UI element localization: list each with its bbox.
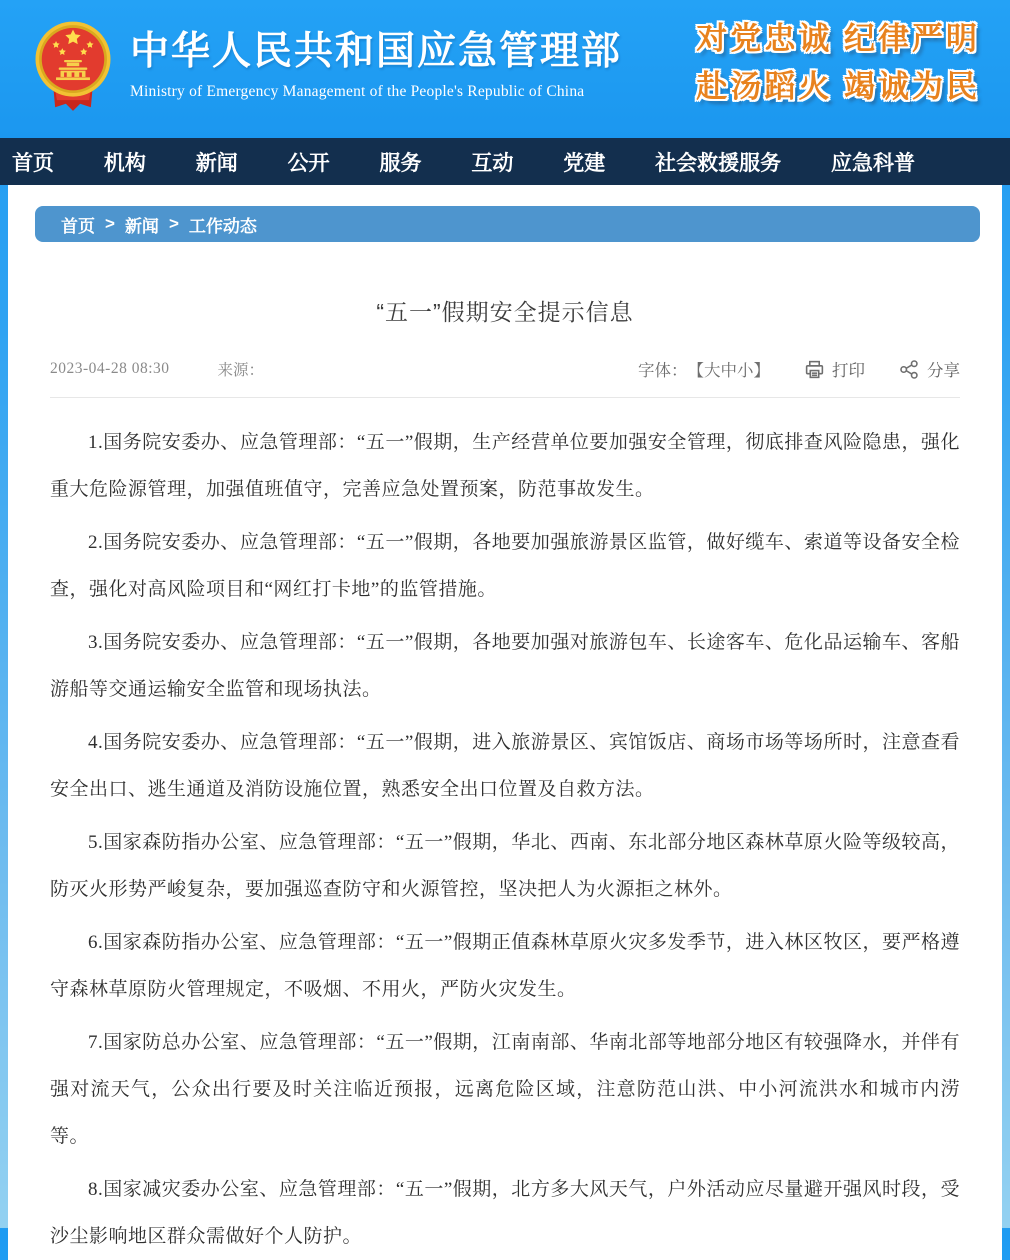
article bbox=[8, 294, 1002, 1260]
publish-datetime: 2023-04-28 08:30 bbox=[50, 360, 170, 377]
site-header bbox=[0, 0, 1010, 138]
header-slogan bbox=[696, 15, 980, 111]
source-label: 来源： bbox=[217, 362, 265, 379]
font-size-label: 字体： bbox=[638, 362, 688, 380]
article-paragraph-8: 8.国家减灾委办公室、应急管理部：“五一”假期，北方多大风天气，户外活动应尽量避开强风时段，受沙尘影响地区群众需做好个人防护。 bbox=[50, 1179, 960, 1247]
article-paragraph-3: 3.国务院安委办、应急管理部：“五一”假期，各地要加强对旅游包车、长途客车、危化品运输车、客船游船等交通运输安全监管和现场执法。 bbox=[50, 632, 960, 700]
breadcrumb bbox=[35, 206, 980, 242]
content-area bbox=[8, 185, 1002, 1260]
site-subtitle-english: Ministry of Emergency Management of the People's Republic of China bbox=[130, 82, 585, 100]
article-paragraph-7: 7.国家防总办公室、应急管理部：“五一”假期，江南南部、华南北部等地部分地区有较强降水，并伴有强对流天气，公众出行要及时关注临近预报，远离危险区域，注意防范山洪、中小河流洪水和城市内涝等。 bbox=[50, 1032, 960, 1147]
article-paragraph-2: 2.国务院安委办、应急管理部：“五一”假期，各地要加强旅游景区监管，做好缆车、索道等设备安全检查，强化对高风险项目和“网红打卡地”的监管措施。 bbox=[50, 532, 960, 600]
nav-item-interaction[interactable]: 互动 bbox=[471, 151, 514, 175]
article-tools bbox=[638, 357, 960, 381]
nav-item-home[interactable]: 首页 bbox=[12, 151, 54, 175]
font-size-switcher[interactable]: 【大中小】 bbox=[687, 362, 770, 380]
print-button[interactable] bbox=[804, 357, 865, 381]
site-brand[interactable] bbox=[130, 31, 686, 101]
breadcrumb-separator: > bbox=[168, 214, 179, 233]
nav-item-party[interactable]: 党建 bbox=[563, 151, 606, 175]
breadcrumb-separator: > bbox=[105, 214, 115, 233]
site-title: 中华人民共和国应急管理部 bbox=[130, 30, 623, 74]
nav-item-services[interactable]: 服务 bbox=[379, 151, 422, 175]
nav-item-social-rescue[interactable]: 社会救援服务 bbox=[655, 151, 782, 175]
nav-item-news[interactable]: 新闻 bbox=[195, 151, 238, 175]
breadcrumb-work-updates[interactable]: 工作动态 bbox=[188, 216, 257, 236]
nav-item-disclosure[interactable]: 公开 bbox=[287, 151, 330, 175]
slogan-line-2: 赴汤蹈火 竭诚为民 bbox=[696, 69, 980, 104]
breadcrumb-home[interactable]: 首页 bbox=[61, 216, 95, 236]
print-label: 打印 bbox=[832, 362, 865, 380]
article-paragraph-1: 1.国务院安委办、应急管理部：“五一”假期，生产经营单位要加强安全管理，彻底排查风险隐患，强化重大危险源管理，加强值班值守，完善应急处置预案，防范事故发生。 bbox=[50, 432, 960, 500]
slogan-line-1: 对党忠诚 纪律严明 bbox=[696, 20, 980, 56]
article-paragraph-5: 5.国家森防指办公室、应急管理部：“五一”假期，华北、西南、东北部分地区森林草原火险等级较高，防灭火形势严峻复杂，要加强巡查防守和火源管控，坚决把人为火源拒之林外。 bbox=[50, 832, 960, 900]
article-meta-row bbox=[50, 357, 960, 398]
nav-item-orgs[interactable]: 机构 bbox=[103, 151, 146, 175]
breadcrumb-news[interactable]: 新闻 bbox=[124, 216, 159, 236]
article-paragraph-4: 4.国务院安委办、应急管理部：“五一”假期，进入旅游景区、宾馆饭店、商场市场等场所时，注意查看安全出口、逃生通道及消防设施位置，熟悉安全出口位置及自救方法。 bbox=[50, 732, 960, 800]
main-nav bbox=[0, 138, 1010, 185]
share-icon bbox=[899, 359, 920, 380]
nav-item-science[interactable]: 应急科普 bbox=[831, 151, 915, 175]
article-paragraph-6: 6.国家森防指办公室、应急管理部：“五一”假期正值森林草原火灾多发季节，进入林区牧区，要严格遵守森林草原防火管理规定，不吸烟、不用火，严防火灾发生。 bbox=[50, 932, 960, 1000]
share-label: 分享 bbox=[927, 362, 960, 380]
article-body bbox=[50, 398, 960, 1260]
share-button[interactable] bbox=[899, 357, 960, 381]
article-title: “五一”假期安全提示信息 bbox=[376, 299, 634, 325]
printer-icon bbox=[804, 359, 825, 380]
national-emblem-icon[interactable] bbox=[28, 18, 118, 118]
